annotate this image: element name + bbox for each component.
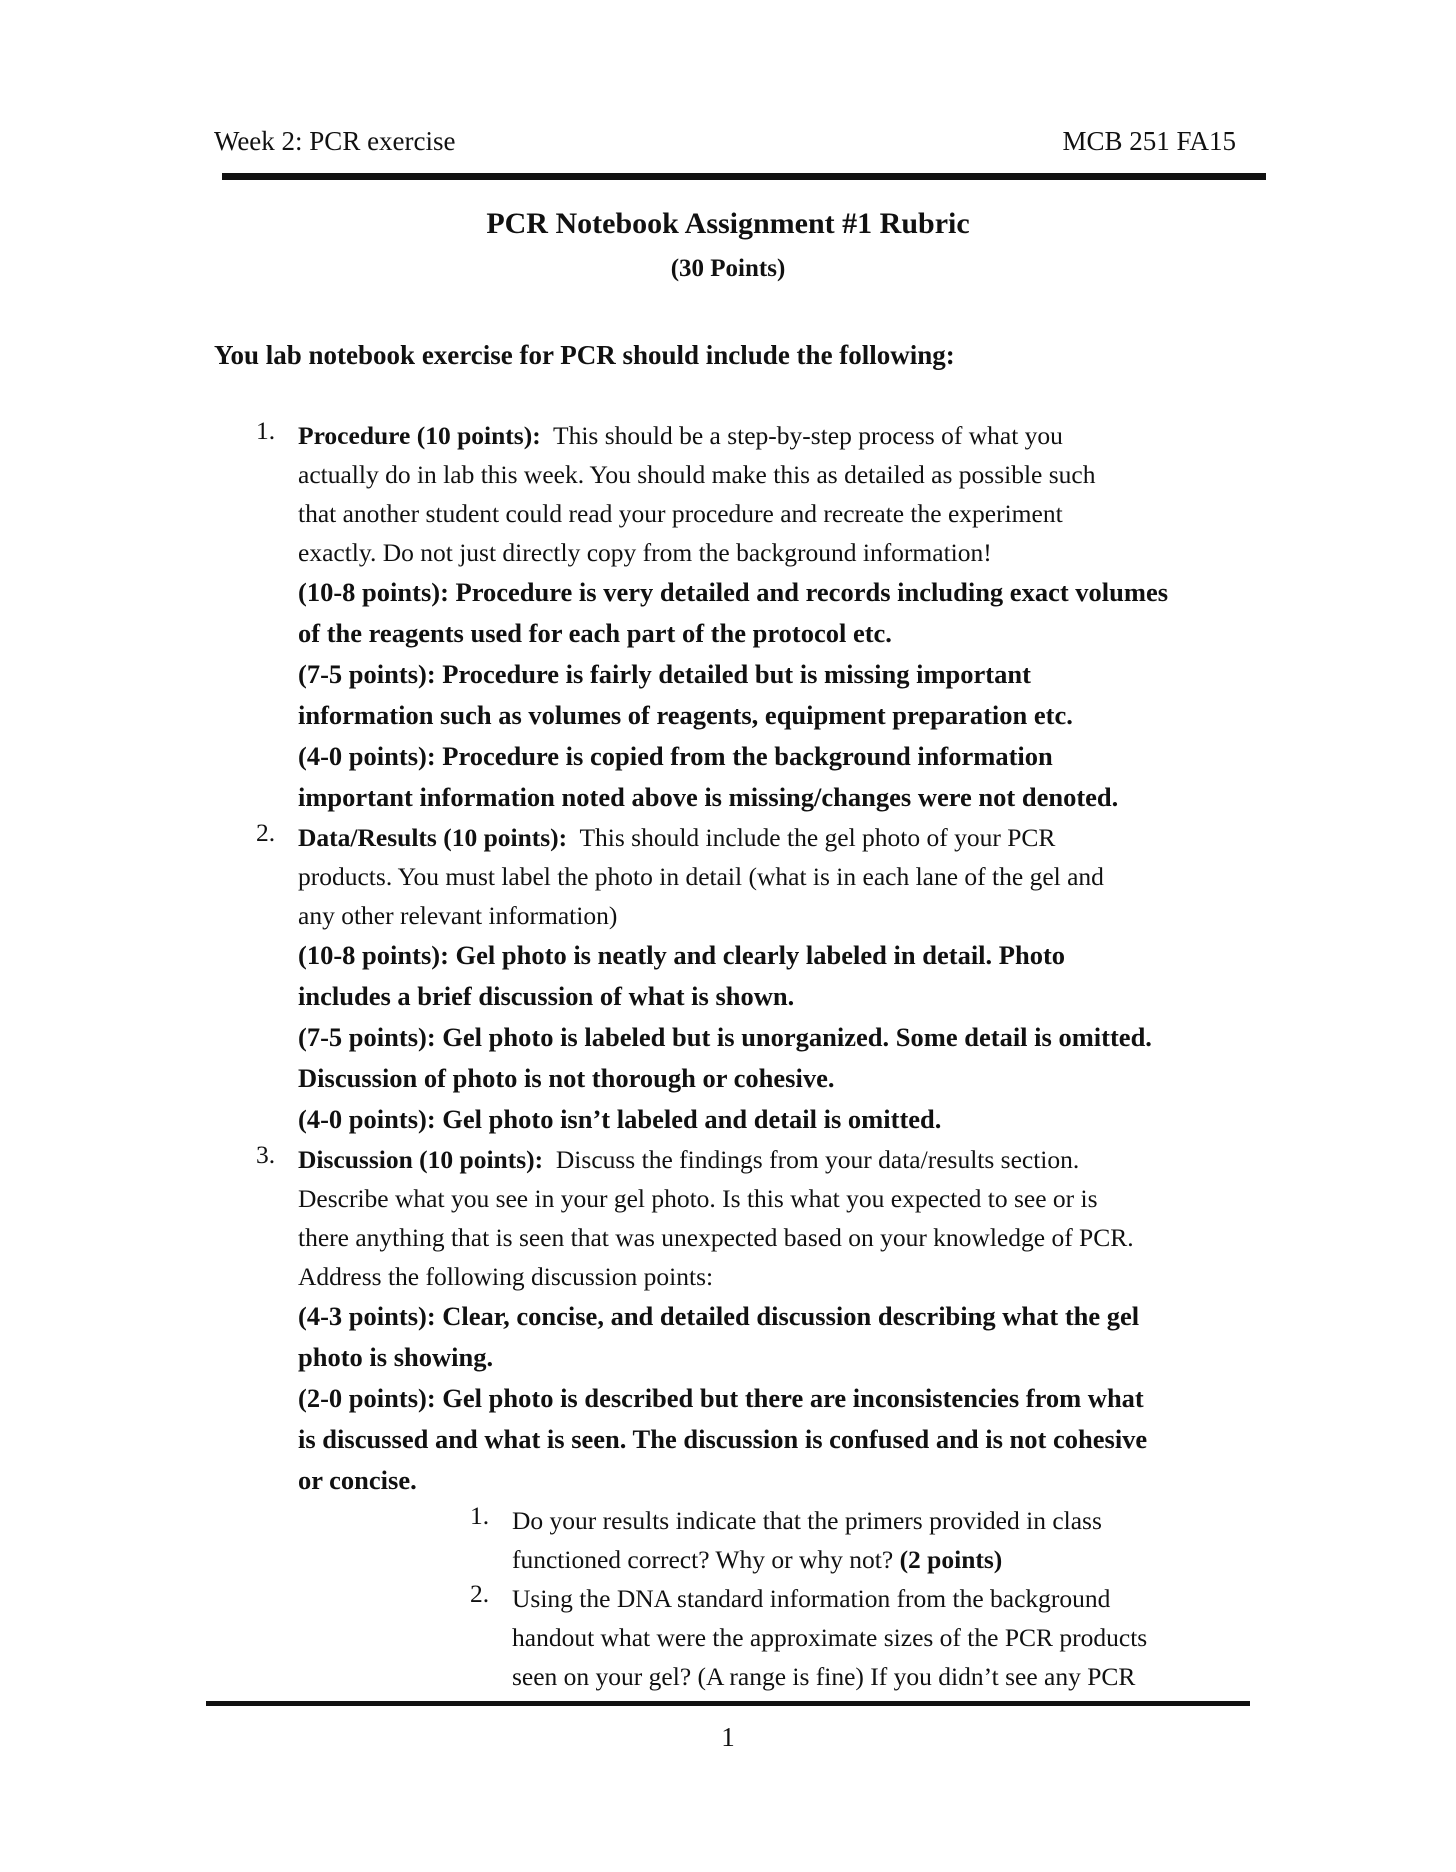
subitem-number: 2. xyxy=(470,1579,490,1608)
criteria-line: (7-5 points): Procedure is fairly detailed but is missing important xyxy=(298,659,1031,689)
criteria-line: (4-3 points): Clear, concise, and detailed discussion describing what the gel xyxy=(298,1301,1140,1331)
subitem-line-text: functioned correct? Why or why not? xyxy=(512,1545,894,1574)
item-line: any other relevant information) xyxy=(298,901,618,930)
subitem-points: (2 points) xyxy=(899,1545,1003,1574)
header-course-code: MCB 251 FA15 xyxy=(1062,126,1236,156)
subitem-number: 1. xyxy=(470,1501,490,1530)
item-number: 2. xyxy=(256,818,276,847)
criteria-line: important information noted above is missing/changes were not denoted. xyxy=(298,782,1119,812)
criteria-line: (10-8 points): Gel photo is neatly and clearly labeled in detail. Photo xyxy=(298,940,1066,970)
criteria-line: includes a brief discussion of what is shown. xyxy=(298,981,795,1011)
item-number: 1. xyxy=(256,416,276,445)
criteria-line: is discussed and what is seen. The discussion is confused and is not cohesive xyxy=(298,1424,1148,1454)
item-first-line xyxy=(298,416,1258,455)
item-first-line-text: Discuss the findings from your data/results section. xyxy=(555,1145,1080,1174)
criteria-line: information such as volumes of reagents, equipment preparation etc. xyxy=(298,700,1073,730)
item-line: exactly. Do not just directly copy from the background information! xyxy=(298,538,992,567)
criteria-line: photo is showing. xyxy=(298,1342,494,1372)
criteria-line: (7-5 points): Gel photo is labeled but is unorganized. Some detail is omitted. xyxy=(298,1022,1152,1052)
item-heading: Data/Results (10 points): xyxy=(298,823,568,852)
subitem-line: handout what were the approximate sizes of the PCR products xyxy=(512,1623,1148,1652)
item-first-line-text: This should include the gel photo of your PCR xyxy=(579,823,1056,852)
criteria-line: Discussion of photo is not thorough or cohesive. xyxy=(298,1063,835,1093)
subitem-line xyxy=(512,1540,1258,1579)
criteria-line: (2-0 points): Gel photo is described but there are inconsistencies from what xyxy=(298,1383,1144,1413)
rubric-item-data-results xyxy=(256,818,1258,1140)
rubric-item-discussion xyxy=(256,1140,1258,1696)
criteria-line: of the reagents used for each part of the protocol etc. xyxy=(298,618,892,648)
criteria-line: (10-8 points): Procedure is very detailed and records including exact volumes xyxy=(298,577,1169,607)
item-first-line-text: This should be a step-by-step process of what you xyxy=(553,421,1063,450)
discussion-point xyxy=(470,1579,1258,1696)
criteria-line: (4-0 points): Gel photo isn’t labeled and detail is omitted. xyxy=(298,1104,942,1134)
item-line: Address the following discussion points: xyxy=(298,1262,714,1291)
item-heading: Discussion (10 points): xyxy=(298,1145,544,1174)
item-first-line xyxy=(298,1140,1258,1179)
item-line: there anything that is seen that was unexpected based on your knowledge of PCR. xyxy=(298,1223,1134,1252)
item-number: 3. xyxy=(256,1140,276,1169)
item-line: products. You must label the photo in detail (what is in each lane of the gel and xyxy=(298,862,1104,891)
criteria-line: (4-0 points): Procedure is copied from the background information xyxy=(298,741,1053,771)
subitem-line: Using the DNA standard information from the background xyxy=(512,1584,1111,1613)
item-line: that another student could read your procedure and recreate the experiment xyxy=(298,499,1063,528)
criteria-line: or concise. xyxy=(298,1465,417,1495)
item-line: Describe what you see in your gel photo. Is this what you expected to see or is xyxy=(298,1184,1098,1213)
footer-rule xyxy=(206,1701,1250,1706)
item-first-line xyxy=(298,818,1258,857)
rubric-list xyxy=(256,416,1258,1696)
item-line: actually do in lab this week. You should make this as detailed as possible such xyxy=(298,460,1096,489)
intro-text: You lab notebook exercise for PCR should include the following: xyxy=(214,340,955,370)
page-number: 1 xyxy=(721,1722,735,1752)
rubric-item-procedure xyxy=(256,416,1258,818)
discussion-point xyxy=(470,1501,1258,1579)
page-header xyxy=(214,126,1236,162)
document-subtitle: (30 Points) xyxy=(670,255,786,282)
document-title: PCR Notebook Assignment #1 Rubric xyxy=(486,207,970,240)
header-course-week: Week 2: PCR exercise xyxy=(214,126,456,156)
subitem-line: Do your results indicate that the primers provided in class xyxy=(512,1506,1102,1535)
header-rule xyxy=(222,173,1266,180)
subitem-line: seen on your gel? (A range is fine) If you didn’t see any PCR xyxy=(512,1662,1136,1691)
item-heading: Procedure (10 points): xyxy=(298,421,541,450)
